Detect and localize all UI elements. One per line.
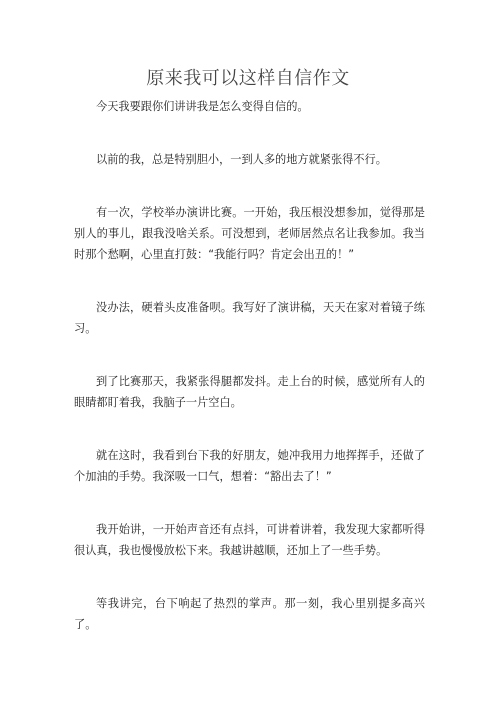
document-title: 原来我可以这样自信作文 bbox=[146, 68, 350, 89]
paragraph-4: 没办法，硬着头皮准备呗。我写好了演讲稿，天天在家对着镜子练习。 bbox=[74, 301, 425, 335]
paragraph-6: 就在这时，我看到台下我的好朋友，她冲我用力地挥挥手，还做了个加油的手势。我深吸一口气，想着：“豁出去了！” bbox=[74, 449, 425, 483]
paragraph-2: 以前的我，总是特别胆小，一到人多的地方就紧张得不行。 bbox=[96, 153, 387, 166]
paragraph-3: 有一次，学校举办演讲比赛。一开始，我压根没想参加，觉得那是别人的事儿，跟我没啥关系。可没想到，老师居然点名让我参加。我当时那个愁啊，心里直打鼓：“我能行吗？肯定会出丑的！” bbox=[74, 206, 425, 261]
paragraph-1: 今天我要跟你们讲讲我是怎么变得自信的。 bbox=[96, 100, 309, 113]
paragraph-5: 到了比赛那天，我紧张得腿都发抖。走上台的时候，感觉所有人的眼睛都盯着我，我脑子一片空白。 bbox=[74, 375, 425, 409]
document-body bbox=[74, 96, 425, 635]
paragraph-8: 等我讲完，台下响起了热烈的掌声。那一刻，我心里别提多高兴了。 bbox=[74, 597, 425, 631]
paragraph-7: 我开始讲，一开始声音还有点抖，可讲着讲着，我发现大家都听得很认真，我也慢慢放松下来。我越讲越顺，还加上了一些手势。 bbox=[74, 523, 425, 557]
